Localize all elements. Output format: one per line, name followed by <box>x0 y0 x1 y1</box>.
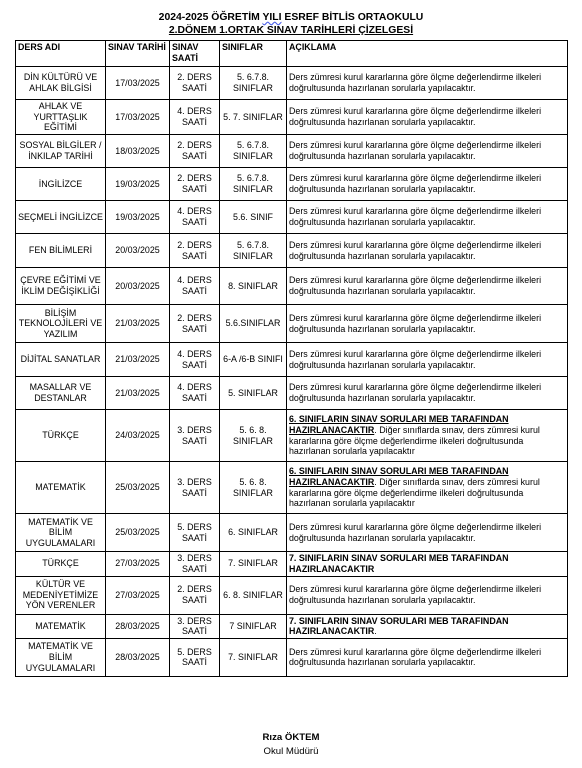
table-row <box>16 343 568 377</box>
cell-sinav-saati: 4. DERS SAATİ <box>170 100 220 135</box>
cell-ders-adi: MATEMATİK <box>16 614 106 638</box>
cell-sinav-tarihi: 19/03/2025 <box>106 168 170 201</box>
table-row <box>16 614 568 638</box>
cell-siniflar: 5. 6.7.8. SINIFLAR <box>220 67 287 100</box>
table-row <box>16 100 568 135</box>
cell-sinav-saati: 4. DERS SAATİ <box>170 377 220 410</box>
cell-sinav-saati: 2. DERS SAATİ <box>170 168 220 201</box>
cell-sinav-tarihi: 21/03/2025 <box>106 343 170 377</box>
cell-sinav-saati: 2. DERS SAATİ <box>170 135 220 168</box>
cell-siniflar: 6-A /6-B SINIFI <box>220 343 287 377</box>
cell-sinav-tarihi: 25/03/2025 <box>106 514 170 552</box>
cell-siniflar: 5.6. SINIF <box>220 201 287 234</box>
header-ders-adi: DERS ADI <box>16 41 106 67</box>
cell-ders-adi: ÇEVRE EĞİTİMİ VE İKLİM DEĞİŞİKLİĞİ <box>16 268 106 305</box>
cell-siniflar: 5. 6.7.8. SINIFLAR <box>220 135 287 168</box>
aciklama-emphasis: 6. SINIFLARIN SINAV SORULARI MEB TARAFINDAN HAZIRLANACAKTIR <box>289 414 509 435</box>
table-row <box>16 268 568 305</box>
header-siniflar: SINIFLAR <box>220 41 287 67</box>
cell-siniflar: 5. 6.7.8. SINIFLAR <box>220 168 287 201</box>
aciklama-text: Ders zümresi kurul kararlarına göre ölçme değerlendirme ilkeleri doğrultusunda hazırlanan sorularla yapılacaktır. <box>289 646 542 668</box>
aciklama-text: Ders zümresi kurul kararlarına göre ölçme değerlendirme ilkeleri doğrultusunda hazırlanan sorularla yapılacaktır. <box>289 239 542 261</box>
cell-aciklama <box>287 100 568 135</box>
aciklama-text: Ders zümresi kurul kararlarına göre ölçme değerlendirme ilkeleri doğrultusunda hazırlanan sorularla yapılacaktır. <box>289 140 542 162</box>
cell-aciklama <box>287 268 568 305</box>
table-row <box>16 135 568 168</box>
cell-ders-adi: MATEMATİK VE BİLİM UYGULAMALARI <box>16 514 106 552</box>
document-subtitle: 2.DÖNEM 1.ORTAK SINAV TARİHLERİ ÇİZELGESİ <box>168 25 414 36</box>
aciklama-text: Ders zümresi kurul kararlarına göre ölçme değerlendirme ilkeleri doğrultusunda hazırlanan sorularla yapılacaktır. <box>289 275 542 297</box>
aciklama-text: Ders zümresi kurul kararlarına göre ölçme değerlendirme ilkeleri doğrultusunda hazırlanan sorularla yapılacaktır. <box>289 348 542 370</box>
header-aciklama: AÇIKLAMA <box>287 41 568 67</box>
cell-sinav-tarihi: 24/03/2025 <box>106 410 170 462</box>
cell-sinav-tarihi: 17/03/2025 <box>106 100 170 135</box>
aciklama-text: Ders zümresi kurul kararlarına göre ölçme değerlendirme ilkeleri doğrultusunda hazırlanan sorularla yapılacaktır. <box>289 206 542 228</box>
cell-siniflar: 5. 6. 8. SINIFLAR <box>220 462 287 514</box>
cell-sinav-tarihi: 27/03/2025 <box>106 576 170 614</box>
cell-aciklama <box>287 343 568 377</box>
aciklama-text: . Diğer sınıflarda sınav, ders zümresi kurul kararlarına göre ölçme değerlendirme ilkeleri doğrultusunda hazırlanan sorularla yapılacaktır <box>289 424 540 457</box>
cell-sinav-tarihi: 28/03/2025 <box>106 638 170 676</box>
cell-ders-adi: KÜLTÜR VE MEDENİYETİMİZE YÖN VERENLER <box>16 576 106 614</box>
aciklama-text: Ders zümresi kurul kararlarına göre ölçme değerlendirme ilkeleri doğrultusunda hazırlanan sorularla yapılacaktır. <box>289 106 542 128</box>
cell-siniflar: 6. SINIFLAR <box>220 514 287 552</box>
cell-sinav-tarihi: 20/03/2025 <box>106 268 170 305</box>
cell-sinav-saati: 5. DERS SAATİ <box>170 638 220 676</box>
cell-aciklama <box>287 305 568 343</box>
cell-ders-adi: SEÇMELİ İNGİLİZCE <box>16 201 106 234</box>
table-row <box>16 234 568 268</box>
cell-ders-adi: İNGİLİZCE <box>16 168 106 201</box>
cell-sinav-tarihi: 28/03/2025 <box>106 614 170 638</box>
cell-sinav-saati: 3. DERS SAATİ <box>170 410 220 462</box>
cell-aciklama <box>287 135 568 168</box>
table-row <box>16 576 568 614</box>
cell-sinav-saati: 4. DERS SAATİ <box>170 268 220 305</box>
cell-ders-adi: DİN KÜLTÜRÜ VE AHLAK BİLGİSİ <box>16 67 106 100</box>
aciklama-text: . <box>374 626 377 637</box>
table-row <box>16 201 568 234</box>
cell-aciklama <box>287 201 568 234</box>
cell-sinav-tarihi: 25/03/2025 <box>106 462 170 514</box>
table-header-row <box>16 41 568 67</box>
aciklama-text: . Diğer sınıflarda sınav, ders zümresi kurul kararlarına göre ölçme değerlendirme ilkeleri doğrultusunda hazırlanan sorularla yapılacaktır <box>289 476 540 509</box>
cell-ders-adi: DİJİTAL SANATLAR <box>16 343 106 377</box>
table-row <box>16 462 568 514</box>
table-row <box>16 67 568 100</box>
cell-sinav-tarihi: 21/03/2025 <box>106 377 170 410</box>
cell-sinav-saati: 4. DERS SAATİ <box>170 343 220 377</box>
cell-ders-adi: FEN BİLİMLERİ <box>16 234 106 268</box>
cell-ders-adi: AHLAK VE YURTTAŞLIK EĞİTİMİ <box>16 100 106 135</box>
aciklama-text: Ders zümresi kurul kararlarına göre ölçme değerlendirme ilkeleri doğrultusunda hazırlanan sorularla yapılacaktır. <box>289 72 542 93</box>
cell-aciklama <box>287 614 568 638</box>
cell-ders-adi: SOSYAL BİLGİLER /İNKILAP TARİHİ <box>16 135 106 168</box>
principal-name: Rıza ÖKTEM <box>262 732 320 743</box>
cell-sinav-saati: 2. DERS SAATİ <box>170 576 220 614</box>
cell-siniflar: 6. 8. SINIFLAR <box>220 576 287 614</box>
aciklama-text: Ders zümresi kurul kararlarına göre ölçme değerlendirme ilkeleri doğrultusunda hazırlanan sorularla yapılacaktır. <box>289 173 542 195</box>
cell-sinav-saati: 5. DERS SAATİ <box>170 514 220 552</box>
cell-siniflar: 7 SINIFLAR <box>220 614 287 638</box>
table-row <box>16 410 568 462</box>
cell-sinav-saati: 2. DERS SAATİ <box>170 67 220 100</box>
header-sinav-tarihi: SINAV TARİHİ <box>106 41 170 67</box>
cell-ders-adi: MATEMATİK <box>16 462 106 514</box>
cell-aciklama <box>287 514 568 552</box>
cell-sinav-saati: 3. DERS SAATİ <box>170 552 220 576</box>
cell-sinav-tarihi: 18/03/2025 <box>106 135 170 168</box>
cell-siniflar: 8. SINIFLAR <box>220 268 287 305</box>
cell-siniflar: 5. 7. SINIFLAR <box>220 100 287 135</box>
cell-siniflar: 5.6.SINIFLAR <box>220 305 287 343</box>
cell-ders-adi: MASALLAR VE DESTANLAR <box>16 377 106 410</box>
cell-siniflar: 7. SINIFLAR <box>220 638 287 676</box>
cell-aciklama <box>287 168 568 201</box>
cell-ders-adi: BİLİŞİM TEKNOLOJİLERİ VE YAZILIM <box>16 305 106 343</box>
document-title <box>0 0 582 24</box>
principal-title: Okul Müdürü <box>263 746 319 757</box>
table-row <box>16 552 568 576</box>
cell-siniflar: 5. 6. 8. SINIFLAR <box>220 410 287 462</box>
cell-sinav-saati: 3. DERS SAATİ <box>170 462 220 514</box>
cell-sinav-tarihi: 17/03/2025 <box>106 67 170 100</box>
cell-sinav-saati: 4. DERS SAATİ <box>170 201 220 234</box>
cell-aciklama <box>287 410 568 462</box>
aciklama-emphasis: 7. SINIFLARIN SINAV SORULARI MEB TARAFINDAN HAZIRLANACAKTIR <box>289 615 509 637</box>
title-part-1: 2024-2025 ÖĞRETİM <box>158 12 263 23</box>
header-sinav-saati: SINAV SAATİ <box>170 41 220 67</box>
cell-sinav-tarihi: 27/03/2025 <box>106 552 170 576</box>
exam-schedule-table <box>15 40 568 677</box>
table-row <box>16 514 568 552</box>
aciklama-emphasis: 6. SINIFLARIN SINAV SORULARI MEB TARAFINDAN HAZIRLANACAKTIR <box>289 466 509 487</box>
cell-ders-adi: TÜRKÇE <box>16 410 106 462</box>
title-part-yili: YILI <box>262 12 282 23</box>
table-body <box>16 67 568 677</box>
title-part-2: ESREF BİTLİS ORTAOKULU <box>281 12 424 23</box>
table-row <box>16 305 568 343</box>
cell-aciklama <box>287 462 568 514</box>
cell-ders-adi: MATEMATİK VE BİLİM UYGULAMALARI <box>16 638 106 676</box>
aciklama-text: Ders zümresi kurul kararlarına göre ölçme değerlendirme ilkeleri doğrultusunda hazırlanan sorularla yapılacaktır. <box>289 584 542 606</box>
cell-aciklama <box>287 67 568 100</box>
cell-siniflar: 7. SINIFLAR <box>220 552 287 576</box>
cell-aciklama <box>287 638 568 676</box>
cell-sinav-saati: 2. DERS SAATİ <box>170 234 220 268</box>
table-row <box>16 168 568 201</box>
table-row <box>16 377 568 410</box>
aciklama-emphasis: 7. SINIFLARIN SINAV SORULARI MEB TARAFINDAN HAZIRLANACAKTIR <box>289 553 509 574</box>
cell-aciklama <box>287 552 568 576</box>
table-row <box>16 638 568 676</box>
cell-aciklama <box>287 377 568 410</box>
aciklama-text: Ders zümresi kurul kararlarına göre ölçme değerlendirme ilkeleri doğrultusunda hazırlanan sorularla yapılacaktır. <box>289 521 542 543</box>
cell-sinav-tarihi: 19/03/2025 <box>106 201 170 234</box>
cell-sinav-saati: 2. DERS SAATİ <box>170 305 220 343</box>
cell-aciklama <box>287 576 568 614</box>
cell-ders-adi: TÜRKÇE <box>16 552 106 576</box>
cell-siniflar: 5. 6.7.8. SINIFLAR <box>220 234 287 268</box>
aciklama-text: Ders zümresi kurul kararlarına göre ölçme değerlendirme ilkeleri doğrultusunda hazırlanan sorularla yapılacaktır. <box>289 312 542 334</box>
aciklama-text: Ders zümresi kurul kararlarına göre ölçme değerlendirme ilkeleri doğrultusunda hazırlanan sorularla yapılacaktır. <box>289 382 542 404</box>
cell-siniflar: 5. SINIFLAR <box>220 377 287 410</box>
cell-aciklama <box>287 234 568 268</box>
cell-sinav-saati: 3. DERS SAATİ <box>170 614 220 638</box>
cell-sinav-tarihi: 21/03/2025 <box>106 305 170 343</box>
cell-sinav-tarihi: 20/03/2025 <box>106 234 170 268</box>
